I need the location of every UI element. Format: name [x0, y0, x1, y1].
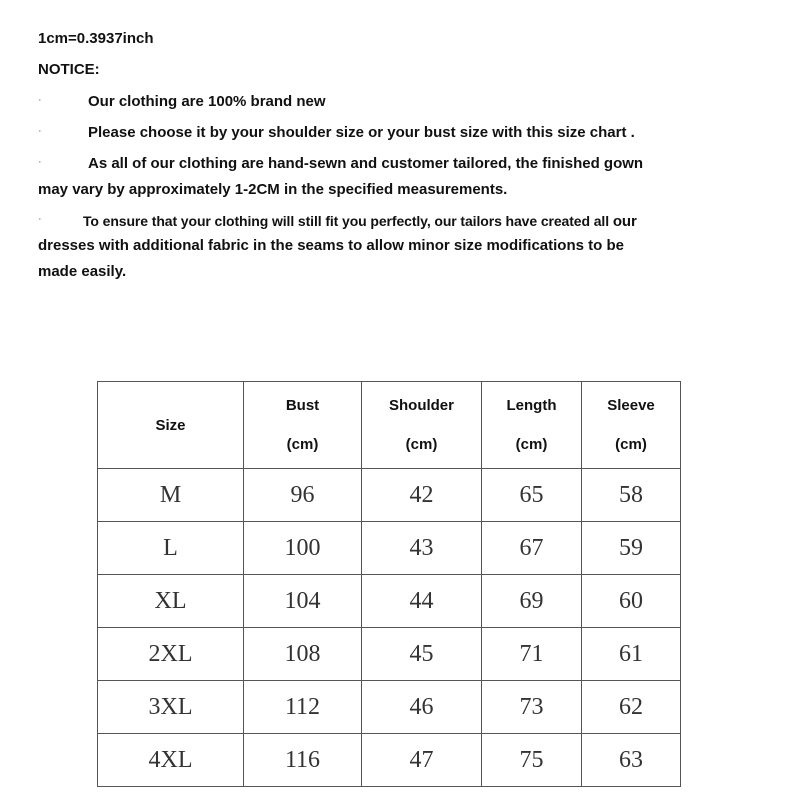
- notice-item-3-line-1: As all of our clothing are hand-sewn and customer tailored, the finished gown: [88, 155, 644, 172]
- cell-sleeve: 60: [582, 575, 681, 628]
- bullet: ·: [38, 156, 42, 168]
- cell-length: 69: [482, 575, 582, 628]
- header-length: Length (cm): [482, 382, 582, 469]
- cell-bust: 100: [244, 522, 362, 575]
- bullet: ·: [38, 213, 42, 225]
- header-sleeve: Sleeve (cm): [582, 382, 681, 469]
- cell-sleeve: 58: [582, 469, 681, 522]
- cell-bust: 116: [244, 734, 362, 787]
- table-row: [98, 734, 681, 787]
- bullet: ·: [38, 94, 42, 106]
- notice-item-2: Please choose it by your shoulder size or your bust size with this size chart .: [88, 124, 635, 141]
- notice-item-4-line-3: made easily.: [38, 263, 127, 280]
- cell-size: 4XL: [98, 734, 244, 787]
- notice-item-4-line-1-a: To ensure that your clothing will still fit you perfectly, our tailors have created all: [83, 213, 610, 229]
- cell-shoulder: 44: [362, 575, 482, 628]
- notice-item-1: Our clothing are 100% brand new: [88, 93, 326, 110]
- bullet: ·: [38, 125, 42, 137]
- size-chart-table: [97, 381, 681, 787]
- cell-sleeve: 62: [582, 681, 681, 734]
- header-size: Size: [98, 382, 244, 469]
- notice-item-3-line-2: may vary by approximately 1-2CM in the specified measurements.: [38, 181, 508, 198]
- cell-sleeve: 59: [582, 522, 681, 575]
- cell-length: 65: [482, 469, 582, 522]
- cell-size: M: [98, 469, 244, 522]
- cell-size: XL: [98, 575, 244, 628]
- cell-bust: 96: [244, 469, 362, 522]
- table-row: [98, 522, 681, 575]
- header-shoulder: Shoulder (cm): [362, 382, 482, 469]
- notice-item-4-line-2: dresses with additional fabric in the seams to allow minor size modifications to be: [38, 237, 624, 254]
- cell-shoulder: 47: [362, 734, 482, 787]
- notice-label: NOTICE:: [38, 61, 100, 78]
- cell-sleeve: 61: [582, 628, 681, 681]
- cell-size: L: [98, 522, 244, 575]
- cell-bust: 104: [244, 575, 362, 628]
- cell-length: 75: [482, 734, 582, 787]
- table-header-row: [98, 382, 681, 469]
- cell-sleeve: 63: [582, 734, 681, 787]
- notice-item-4-line-1-b: our: [612, 213, 637, 230]
- table-row: [98, 469, 681, 522]
- notice-item-4-line-1: [83, 213, 637, 230]
- unit-conversion: 1cm=0.3937inch: [38, 30, 154, 47]
- cell-shoulder: 42: [362, 469, 482, 522]
- table-row: [98, 575, 681, 628]
- cell-size: 2XL: [98, 628, 244, 681]
- table-row: [98, 628, 681, 681]
- table-row: [98, 681, 681, 734]
- cell-length: 73: [482, 681, 582, 734]
- header-bust: Bust (cm): [244, 382, 362, 469]
- cell-size: 3XL: [98, 681, 244, 734]
- cell-shoulder: 45: [362, 628, 482, 681]
- cell-bust: 112: [244, 681, 362, 734]
- cell-shoulder: 46: [362, 681, 482, 734]
- cell-length: 67: [482, 522, 582, 575]
- cell-length: 71: [482, 628, 582, 681]
- cell-bust: 108: [244, 628, 362, 681]
- cell-shoulder: 43: [362, 522, 482, 575]
